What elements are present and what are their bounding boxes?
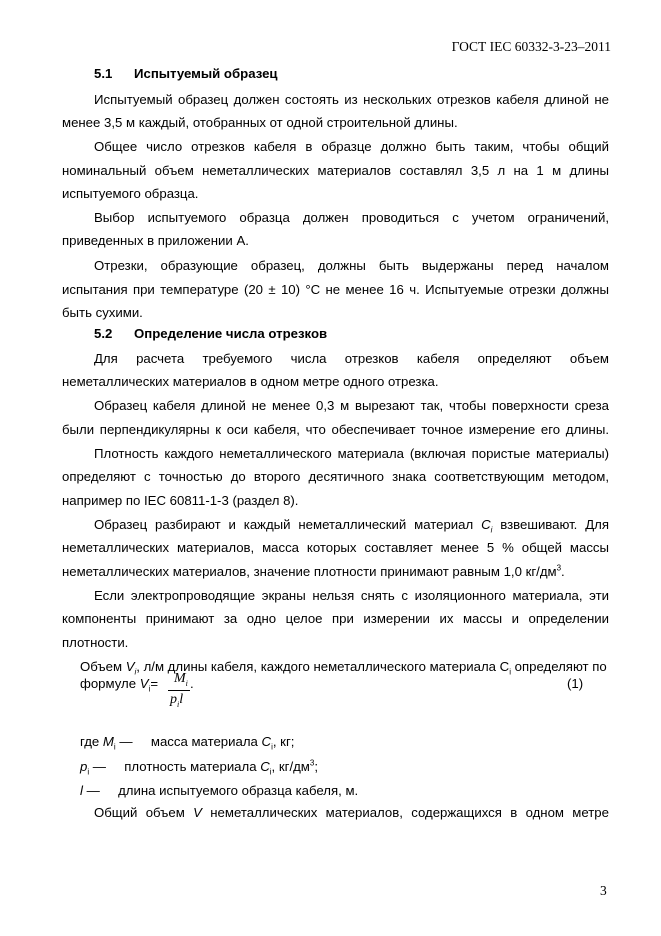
text-line: неметаллических материалов, масса которых составляет менее 5 % общей массы <box>62 540 609 555</box>
text-line: плотности. <box>62 635 129 650</box>
section-title: Испытуемый образец <box>134 66 278 81</box>
text-line: неметаллических материалов в одном метре одного отрезка. <box>62 374 439 389</box>
text-line: Если электропроводящие экраны нельзя снять с изоляционного материала, эти <box>94 588 609 603</box>
formula-lead: формуле $V_i=$ <box>80 676 159 694</box>
text-line: Для расчета требуемого числа отрезков кабеля определяют объем <box>94 351 609 366</box>
text-line: номинальный объем неметаллических материалов составлял 3,5 л на 1 м длины <box>62 163 609 178</box>
text-line: Выбор испытуемого образца должен проводиться с учетом ограничений, <box>94 210 609 225</box>
text-line: испытания при температуре (20 ± 10) °С не менее 16 ч. Испытуемые отрезки должны <box>62 282 609 297</box>
text-line: например по IEC 60811-1-3 (раздел 8). <box>62 493 299 508</box>
section-number: 5.1 <box>94 66 113 81</box>
text-line: Объем $V_i$, л/м длины кабеля, каждого неметаллического материала $C_i$ определяют по <box>80 659 607 677</box>
section-heading-5-1 <box>94 66 609 82</box>
text-line: менее 3,5 м каждый, отобранных от одной строительной длины. <box>62 115 458 130</box>
definition-line: $p_i$ — плотность материала $C_i$, $кг/дм^3$; <box>80 758 318 777</box>
text-line: определяют с точностью до второго десятичного знака соответствующим методом, <box>62 469 609 484</box>
text-line: Плотность каждого неметаллического материала (включая пористые материалы) <box>94 446 609 461</box>
section-title: Определение числа отрезков <box>134 326 328 341</box>
fraction-bar <box>168 690 190 691</box>
text-line: Испытуемый образец должен состоять из нескольких отрезков кабеля длиной не <box>94 92 609 107</box>
text-line: были перпендикулярны к оси кабеля, что обеспечивает точное измерение его длины. <box>62 422 609 437</box>
section-number: 5.2 <box>94 326 113 341</box>
text-line: компоненты принимают за одно целое при измерении их массы и определении <box>62 611 609 626</box>
text-line: Общее число отрезков кабеля в образце должно быть таким, чтобы общий <box>94 139 609 154</box>
formula-numerator: $M_i$ <box>174 671 188 688</box>
text-line: неметаллических материалов, значение плотности принимают равным 1,0 $кг/дм^3$. <box>62 563 565 579</box>
text-line: приведенных в приложении А. <box>62 233 249 248</box>
text-line: Общий объем V неметаллических материалов, содержащихся в одном метре <box>94 805 609 820</box>
page-number: 3 <box>600 883 607 898</box>
section-heading-5-2 <box>94 326 609 342</box>
definition-line: где $M_i$ — масса материала $C_i$, кг; <box>80 734 295 752</box>
text-line: Образец разбирают и каждый неметаллический материал $C_i$ взвешивают. Для <box>94 517 609 535</box>
formula-denominator: $p_il$ <box>170 692 184 709</box>
formula-period: . <box>190 676 194 691</box>
text-line: Образец кабеля длиной не менее 0,3 м вырезают так, чтобы поверхности среза <box>94 398 609 413</box>
equation-number: (1) <box>567 676 584 691</box>
document-code: ГОСТ IEC 60332-3-23–2011 <box>451 39 611 54</box>
definition-line: l — длина испытуемого образца кабеля, м. <box>80 783 359 798</box>
text-line: Отрезки, образующие образец, должны быть выдержаны перед началом <box>94 258 609 273</box>
text-line: испытуемого образца. <box>62 186 199 201</box>
text-line: быть сухими. <box>62 305 143 320</box>
